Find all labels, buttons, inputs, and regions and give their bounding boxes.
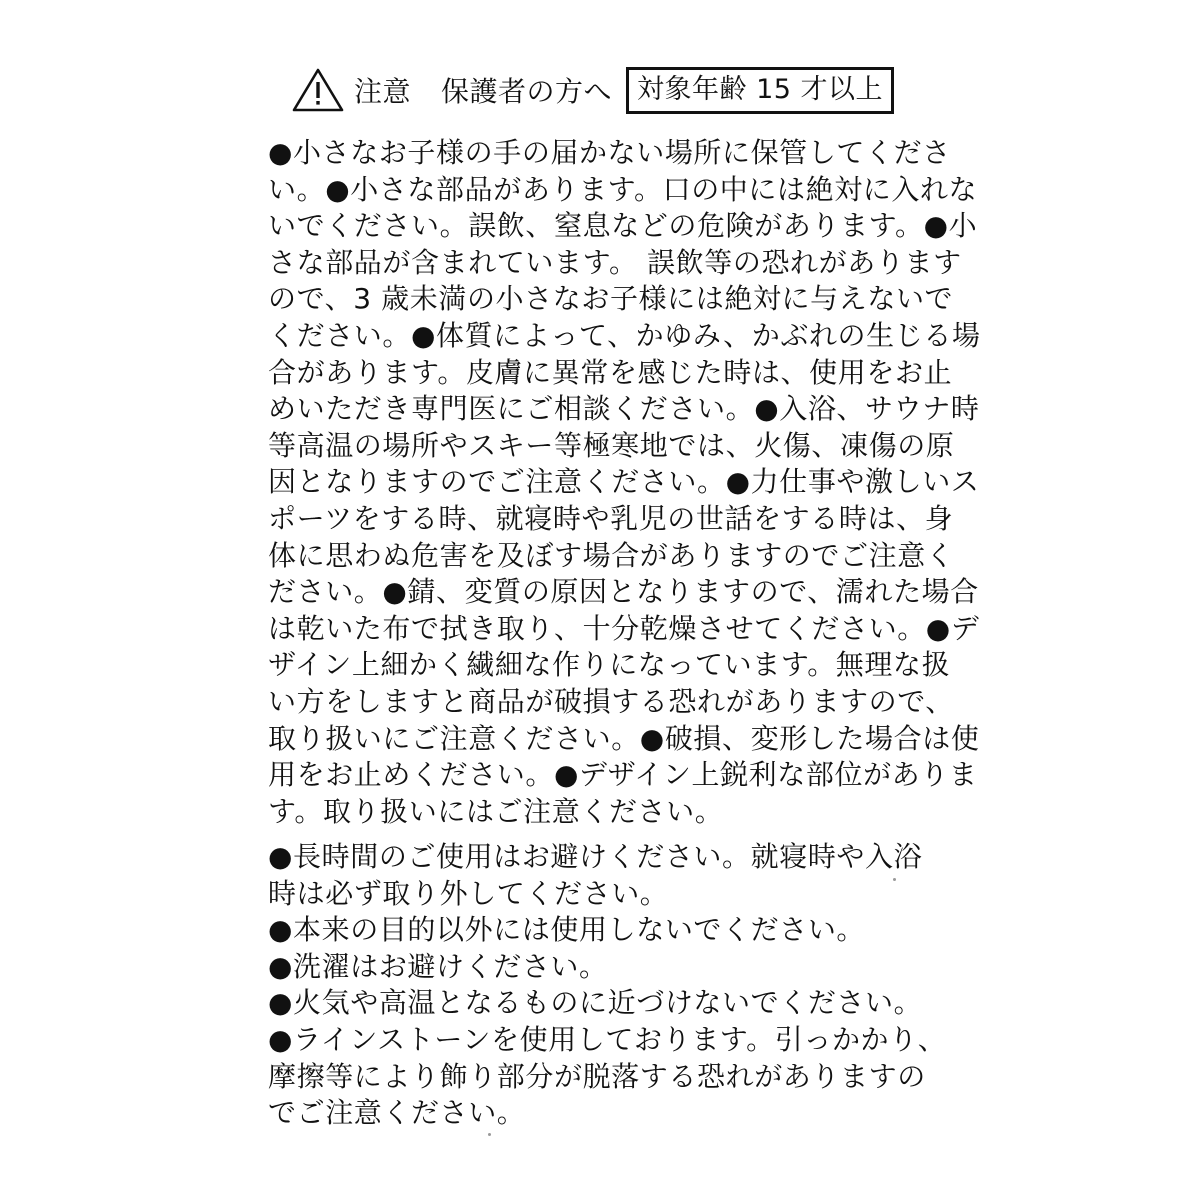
- care-line: ●本来の目的以外には使用しないでください。: [268, 913, 866, 947]
- print-speck: [488, 1133, 491, 1136]
- warning-triangle-icon: [292, 67, 344, 113]
- notice-line: は乾いた布で拭き取り、十分乾燥させてください。●デ: [268, 611, 980, 645]
- care-line: ●火気や高温となるものに近づけないでください。: [268, 986, 923, 1020]
- print-speck: [893, 878, 896, 881]
- notice-line: す。取り扱いにはご注意ください。: [268, 794, 724, 828]
- notice-line: 取り扱いにご注意ください。●破損、変形した場合は使: [268, 721, 980, 755]
- care-line: 時は必ず取り外してください。: [268, 876, 669, 910]
- notice-line: 因となりますのでご注意ください。●力仕事や激しいス: [268, 465, 980, 499]
- notice-line: い。●小さな部品があります。口の中には絶対に入れな: [268, 172, 978, 206]
- notice-line: ポーツをする時、就寝時や乳児の世話をする時は、身: [268, 501, 954, 535]
- warning-header: [292, 64, 894, 116]
- care-line: ●ラインストーンを使用しております。引っかかり、: [268, 1022, 947, 1056]
- notice-line: 用をお止めください。●デザイン上鋭利な部位がありま: [268, 758, 978, 792]
- notice-line: めいただき専門医にご相談ください。●入浴、サウナ時: [268, 392, 980, 426]
- notice-line: 合があります。皮膚に異常を感じた時は、使用をお止: [268, 355, 953, 389]
- guardian-label: 保護者の方へ: [441, 75, 613, 108]
- notice-line: ザイン上細かく繊細な作りになっています。無理な扱: [268, 648, 951, 682]
- care-line: 摩擦等により飾り部分が脱落する恐れがありますの: [268, 1059, 926, 1093]
- notice-line: ださい。●錆、変質の原因となりますので、濡れた場合: [268, 575, 979, 609]
- notice-line: さな部品が含まれています。 誤飲等の恐れがあります: [268, 245, 962, 279]
- notice-line: い方をしますと商品が破損する恐れがありますので、: [268, 684, 954, 718]
- care-line: ●洗濯はお避けください。: [268, 949, 608, 983]
- notice-line: ください。●体質によって、かゆみ、かぶれの生じる場: [268, 318, 981, 352]
- care-notice-list: [268, 839, 947, 1132]
- safety-notice-paragraph: [268, 135, 981, 830]
- care-line: でご注意ください。: [268, 1096, 526, 1130]
- notice-line: 等高温の場所やスキー等極寒地では、火傷、凍傷の原: [268, 428, 955, 462]
- care-line: ●長時間のご使用はお避けください。就寝時や入浴: [268, 840, 923, 873]
- notice-line: 体に思わぬ危害を及ぼす場合がありますのでご注意く: [268, 538, 955, 572]
- caution-label: 注意: [354, 75, 412, 108]
- notice-line: ●小さなお子様の手の届かない場所に保管してくださ: [268, 136, 951, 169]
- notice-line: ので、3 歳未満の小さなお子様には絶対に与えないで: [268, 282, 954, 316]
- target-age-badge: 対象年齢 15 才以上: [626, 67, 894, 114]
- notice-line: いでください。誤飲、窒息などの危険があります。●小: [268, 209, 978, 243]
